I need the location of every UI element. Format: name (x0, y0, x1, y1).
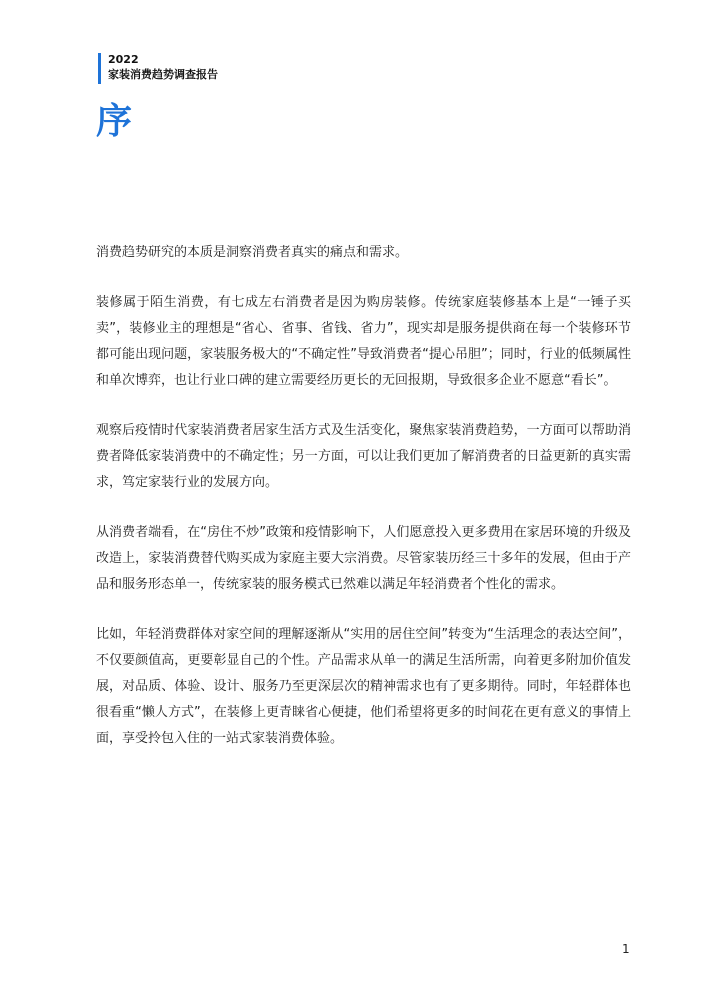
paragraph: 装修属于陌生消费，有七成左右消费者是因为购房装修。传统家庭装修基本上是“一锤子买卖”，装修业主的理想是“省心、省事、省钱、省力”，现实却是服务提供商在每一个装修环节都可能出现问题，家装服务极大的“不确定性”导致消费者“提心吊胆”；同时，行业的低频属性和单次博弈，也让行业口碑的建立需要经历更长的无回报期，导致很多企业不愿意“看长”。 (96, 295, 631, 388)
page-number: 1 (622, 942, 630, 956)
paragraph: 消费趋势研究的本质是洞察消费者真实的痛点和需求。 (96, 245, 409, 260)
paragraph: 观察后疫情时代家装消费者居家生活方式及生活变化，聚焦家装消费趋势，一方面可以帮助消费者降低家装消费中的不确定性；另一方面，可以让我们更加了解消费者的日益更新的真实需求，笃定家装行业的发展方向。 (96, 423, 631, 490)
section-title: 序 (96, 101, 133, 142)
report-year: 2022 (108, 53, 139, 66)
paragraph: 比如，年轻消费群体对家空间的理解逐渐从“实用的居住空间”转变为“生活理念的表达空间”，不仅要颜值高，更要彰显自己的个性。产品需求从单一的满足生活所需，向着更多附加价值发展，对品质、体验、设计、服务乃至更深层次的精神需求也有了更多期待。同时，年轻群体也很看重“懒人方式”，在装修上更青睐省心便捷，他们希望将更多的时间花在更有意义的事情上面，享受拎包入住的一站式家装消费体验。 (96, 627, 631, 746)
preface-body (96, 240, 631, 776)
report-title: 家装消费趋势调查报告 (108, 68, 218, 81)
report-header (98, 53, 218, 84)
paragraph: 从消费者端看，在“房住不炒”政策和疫情影响下，人们愿意投入更多费用在家居环境的升级及改造上，家装消费替代购买成为家庭主要大宗消费。尽管家装历经三十多年的发展，但由于产品和服务形态单一，传统家装的服务模式已然难以满足年轻消费者个性化的需求。 (96, 525, 631, 592)
